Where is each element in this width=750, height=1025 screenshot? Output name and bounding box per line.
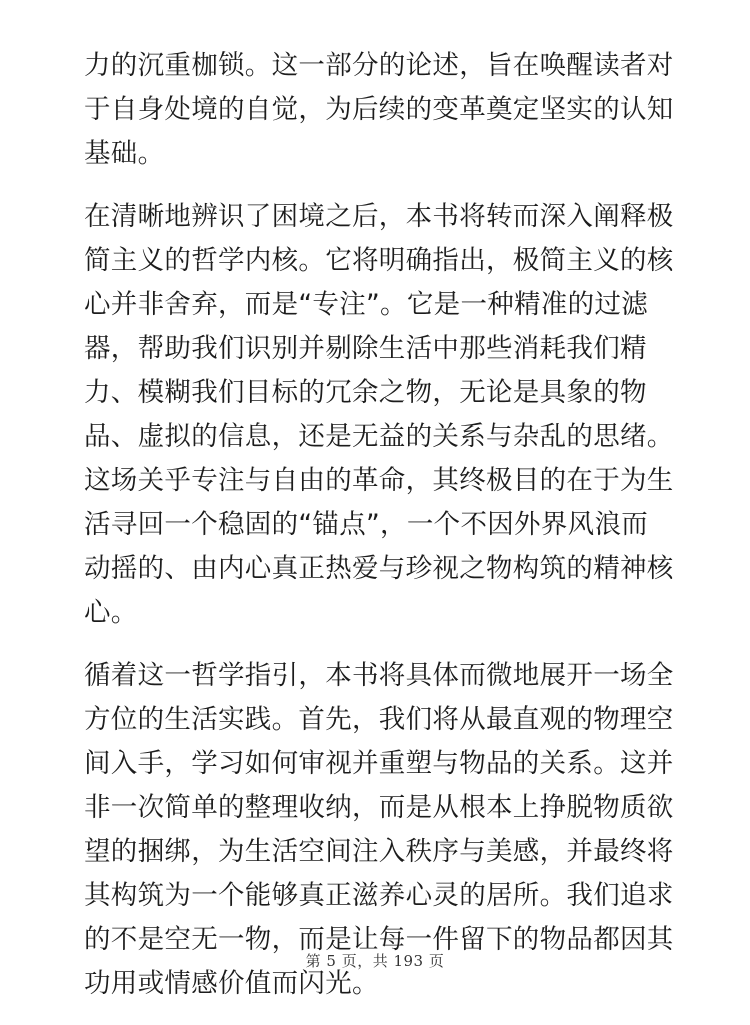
body-text [84, 44, 674, 1025]
paragraph-2 [84, 195, 674, 635]
text-line: 望的捆绑，为生活空间注入秩序与美感，并最终将 [84, 836, 674, 867]
text-line: 间入手，学习如何审视并重塑与物品的关系。这并 [84, 748, 674, 779]
text-line: 力、模糊我们目标的冗余之物，无论是具象的物 [84, 377, 647, 408]
text-line: 其构筑为一个能够真正滋养心灵的居所。我们追求 [84, 880, 674, 911]
text-line: 循着这一哲学指引，本书将具体而微地展开一场全 [84, 660, 674, 691]
text-line: 的不是空无一物，而是让每一件留下的物品都因其 [84, 924, 674, 955]
text-line: 在清晰地辨识了困境之后，本书将转而深入阐释极 [84, 201, 674, 232]
page-number-footer: 第 5 页，共 193 页 [305, 952, 445, 970]
text-line: 功用或情感价值而闪光。 [84, 968, 379, 999]
text-line: 动摇的、由内心真正热爱与珍视之物构筑的精神核 [84, 553, 674, 584]
text-line: 非一次简单的整理收纳，而是从根本上挣脱物质欲 [84, 792, 674, 823]
text-line: 于自身处境的自觉，为后续的变革奠定坚实的认知 [84, 94, 674, 125]
text-line: 活寻回一个稳固的“锚点”，一个不因外界风浪而 [84, 509, 649, 540]
text-line: 力的沉重枷锁。这一部分的论述，旨在唤醒读者对 [84, 50, 674, 81]
text-line: 这场关乎专注与自由的革命，其终极目的在于为生 [84, 465, 674, 496]
text-line: 心。 [84, 597, 138, 628]
text-line: 方位的生活实践。首先，我们将从最直观的物理空 [84, 704, 674, 735]
text-line: 简主义的哲学内核。它将明确指出，极简主义的核 [84, 245, 674, 276]
text-line: 基础。 [84, 138, 165, 169]
paragraph-1 [84, 44, 674, 176]
text-line: 品、虚拟的信息，还是无益的关系与杂乱的思绪。 [84, 421, 674, 452]
text-line: 器，帮助我们识别并剔除生活中那些消耗我们精 [84, 333, 647, 364]
text-line: 心并非舍弃，而是“专注”。它是一种精准的过滤 [84, 289, 649, 320]
